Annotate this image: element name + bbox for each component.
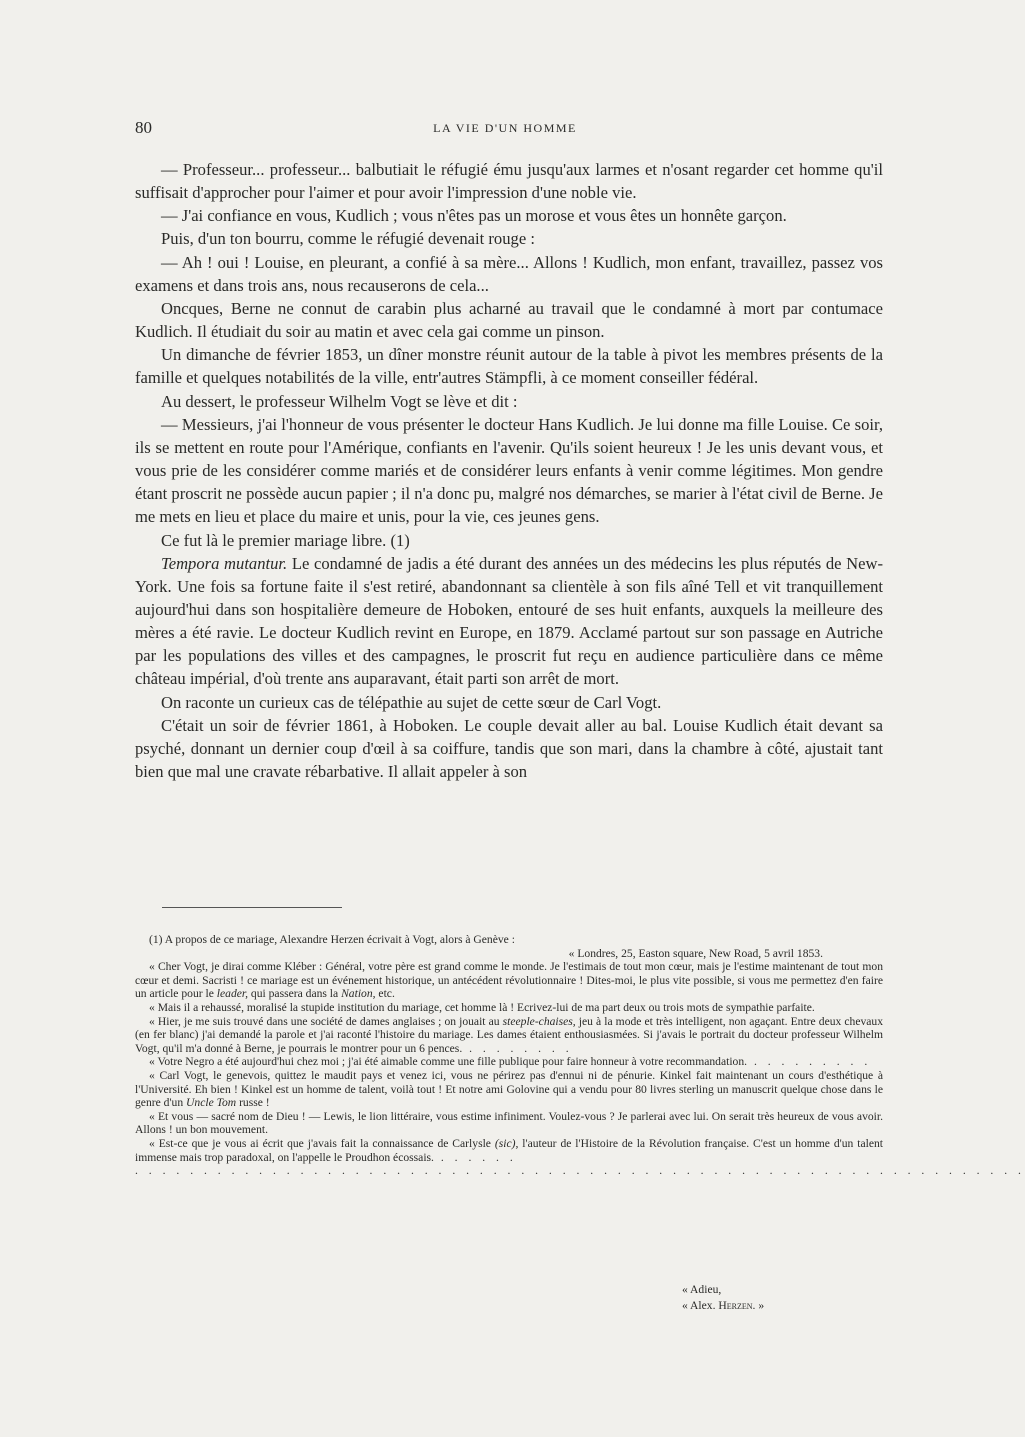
letter-paragraph [135,1069,883,1110]
signature-name: Herzen [718,1299,753,1312]
text: « Alex. [682,1299,719,1312]
paragraph: — J'ai confiance en vous, Kudlich ; vous n'êtes pas un morose et vous êtes un honnête garçon. [161,206,787,226]
ellipsis-dots: . . . . . . [433,1150,517,1164]
italic-word: Nation, [341,987,376,1001]
text: l'auteur de l'Histoire de la Révolution française. C'est un homme d'un talent immense mais trop paradoxal, on l'appelle le Proudhon écossais. [135,1136,883,1164]
ellipsis-line: . . . . . . . . . . . . . . . . . . . . . . . . . . . . . . . . . . . . . . . . . . . . . . . . . . . . . . . . . . . . . . . . . [135,1164,1025,1178]
running-title: LA VIE D'UN HOMME [433,121,577,135]
text: jeu à la mode et très intelligent, non agaçant. Entre deux chevaux (en fer blanc) j'ai demandé la parole et j'ai raconté l'histoire du mariage. Les dames étaient enthousiasmées. Si j'avais le portrait du docteur professeur Wilhelm Vogt, qu'il m'a donné à Berne, je pourrais le montrer pour un 6 pences. [135,1014,884,1055]
text: « Carl Vogt, le genevois, quittez le maudit pays et venez ici, vous ne périrez pas d'ennui ni de pénurie. Kinkel fait maintenant un cours d'esthétique à l'Université. Eh bien ! Kinkel est un homme de talent, voilà tout ! Et notre ami Golovine qui a vendu pour 80 livres sterling un manuscrit quelque chose dans le genre d'un [135,1068,883,1110]
italic-phrase: Tempora mutantur. [161,553,288,573]
text: « Hier, je me suis trouvé dans une société de dames anglaises ; on jouait au [149,1014,503,1028]
footnote-intro: (1) A propos de ce mariage, Alexandre Herzen écrivait à Vogt, alors à Genève : [149,933,515,946]
paragraph: On raconte un curieux cas de télépathie au sujet de cette sœur de Carl Vogt. [161,692,662,712]
paragraph: — Messieurs, j'ai l'honneur de vous présenter le docteur Hans Kudlich. Je lui donne ma fille Louise. Ce soir, ils se mettent en route pour l'Amérique, confiants en l'avenir. Qu'ils soient heureux ! Je les unis devant vous, et vous prie de les considérer comme mariés et de considérer leurs enfants à venir comme légitimes. Mon gendre étant proscrit ne possède aucun papier ; il n'a donc pu, malgré nos démarches, se marier à l'état civil de Berne. Je me mets en lieu et place du maire et unis, pour la vie, ces jeunes gens. [135,414,883,527]
paragraph: — Ah ! oui ! Louise, en pleurant, a confié à sa mère... Allons ! Kudlich, mon enfant, travaillez, passez vos examens et dans trois ans, nous recauserons de cela... [135,252,883,295]
paragraph: C'était un soir de février 1861, à Hoboken. Le couple devait aller au bal. Louise Kudlich était devant sa psyché, donnant un dernier coup d'œil à sa coiffure, tandis que son mari, dans la chambre à côté, ajustait tant bien que mal une cravate rébarbative. Il allait appeler à son [135,715,883,782]
letter-closing: « Adieu, [682,1283,722,1296]
text: « Est-ce que je vous ai écrit que j'avais fait la connaissance de Carlysle [149,1136,495,1150]
letter-paragraph [135,1137,883,1164]
italic-word: (sic), [494,1136,519,1150]
paragraph: — Professeur... professeur... balbutiait le réfugié ému jusqu'aux larmes et n'osant regarder cet homme qu'il suffisait d'approcher pour l'aimer et pour avoir l'impression d'une noble vie. [135,160,883,203]
paragraph: Un dimanche de février 1853, un dîner monstre réunit autour de la table à pivot les membres présents de la famille et quelques notabilités de la ville, entr'autres Stämpfli, à ce moment conseiller fédéral. [135,345,883,388]
footnotes [135,933,1025,1178]
text: « Votre Negro a été aujourd'hui chez moi ; j'ai été aimable comme une fille publique pour faire honneur à votre recommandation. [149,1055,748,1069]
paragraph [135,552,883,691]
italic-word: steeple-chaises, [502,1014,576,1028]
letter-signature [682,1299,764,1312]
text: russe ! [236,1096,270,1110]
letter-dateline: « Londres, 25, Easton square, New Road, 5 avril 1853. [568,946,823,960]
paragraph-text: Le condamné de jadis a été durant des années un des médecins les plus réputés de New-York. Une fois sa fortune faite il s'est retiré, abandonnant sa clientèle à son fils aîné Tell et vit tranquillement aujourd'hui dans son hospitalière demeure de Hoboken, entouré de ses huit enfants, auxquels la meilleure des mères a été ravie. Le docteur Kudlich revint en Europe, en 1879. Acclamé partout sur son passage en Autriche par les populations des villes et des campagnes, le proscrit fut reçu en audience particulière dans ce même château impérial, d'où trente ans auparavant, était parti son arrêt de mort. [135,553,883,689]
page-number: 80 [135,118,152,137]
italic-title: Uncle Tom [186,1096,237,1110]
paragraph: Oncques, Berne ne connut de carabin plus acharné au travail que le condamné à mort par contumace Kudlich. Il étudiait du soir au matin et avec cela gai comme un pinson. [135,298,883,342]
letter-paragraph: « Et vous — sacré nom de Dieu ! — Lewis, le lion littéraire, vous estime infiniment. Voulez-vous ? Je parlerai avec lui. On serait très heureux de vous avoir. Allons ! un bon mouvement. [135,1109,883,1137]
letter-paragraph: « Mais il a rehaussé, moralisé la stupide institution du mariage, cet homme là ! Ecrivez-lui de ma part deux ou trois mots de sympathie parfaite. [149,1000,815,1014]
paragraph: Puis, d'un ton bourru, comme le réfugié devenait rouge : [161,229,535,249]
italic-word: leader, [216,987,249,1001]
ellipsis-dots: . . . . . . . . [462,1041,573,1055]
text: « Cher Vogt, je dirai comme Kléber : Général, votre père est grand comme le monde. Je l'estimais de tout mon cœur, mais je l'estime maintenant de tout mon cœur et demi. Sacristi ! ce mariage est un événement historique, un antécédent révolutionnaire ! Dites-moi, le plus vite possible, si vous me permettez d'en faire un article pour le [135,960,883,1001]
footnote-rule [162,907,342,908]
text: . » [752,1299,765,1312]
letter-paragraph [135,1015,883,1056]
letter-paragraph [135,960,883,1001]
page-header [135,118,875,142]
ellipsis-dots: . . . . . . . . . [747,1055,872,1069]
letter-paragraph [135,1055,883,1069]
paragraph: Au dessert, le professeur Wilhelm Vogt se lève et dit : [161,391,518,411]
text: qui passera dans la [248,987,342,1001]
paragraph: Ce fut là le premier mariage libre. (1) [161,530,410,550]
main-text [135,158,883,783]
text: etc. [375,987,395,1001]
